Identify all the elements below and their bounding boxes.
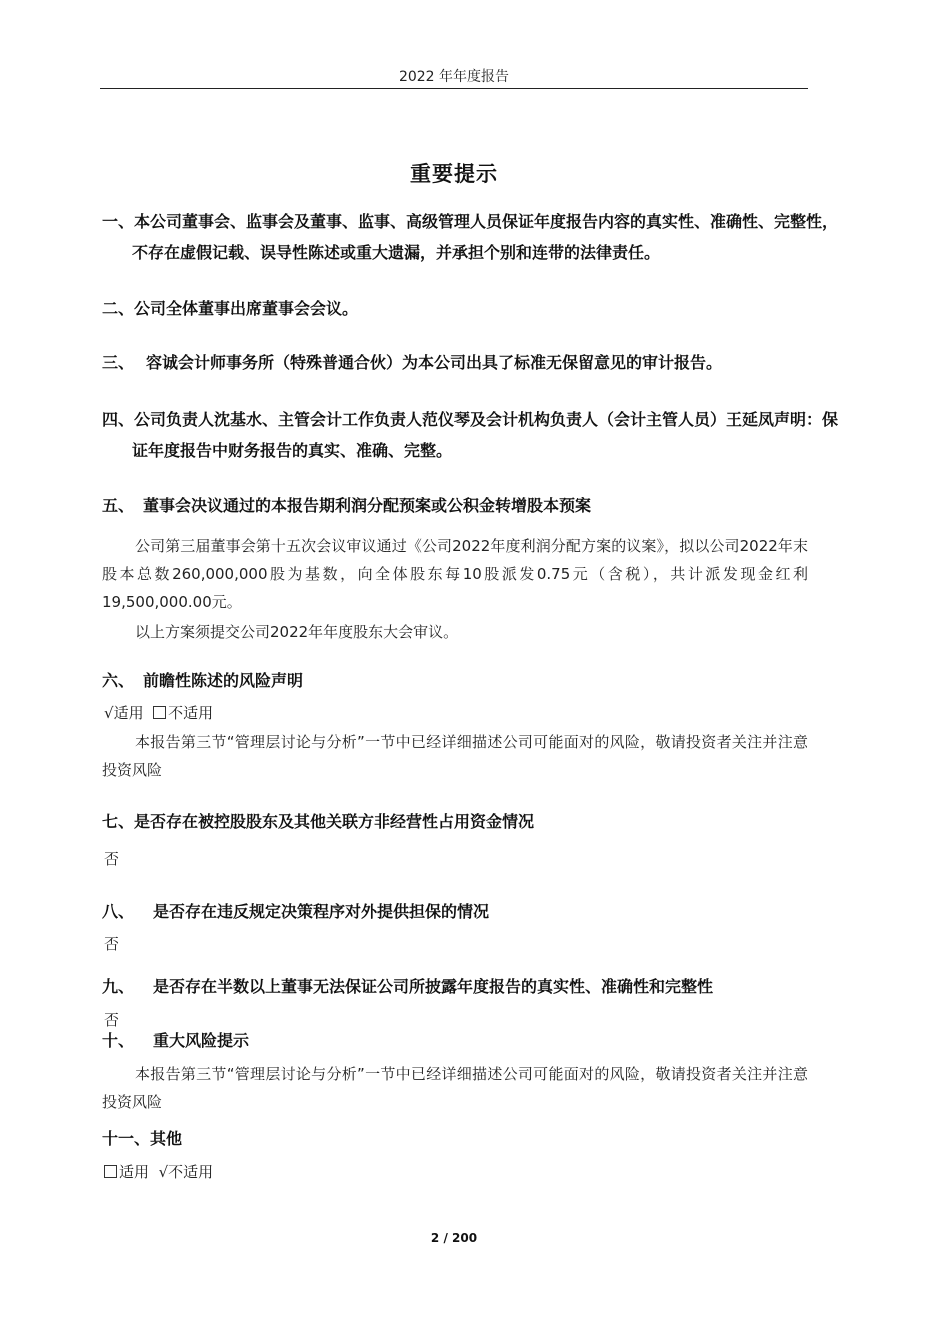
section-6-number: 六、 — [102, 671, 135, 690]
section-10-paragraph: 本报告第三节“管理层讨论与分析”一节中已经详细描述公司可能面对的风险，敬请投资者关注并注意投资风险 — [102, 1065, 808, 1111]
not-applicable-label: 不适用 — [168, 1163, 214, 1181]
section-4-number: 四、 — [102, 410, 135, 429]
section-5-number: 五、 — [102, 496, 135, 515]
section-11-applicability — [104, 1162, 213, 1182]
section-3-number: 三、 — [102, 353, 135, 372]
section-8-answer: 否 — [104, 935, 120, 953]
section-1-number: 一、 — [102, 212, 135, 231]
section-7: 七、是否存在被控股股东及其他关联方非经营性占用资金情况 — [102, 812, 535, 831]
applicable-label: 适用 — [113, 704, 144, 722]
section-11-title: 十一、其他 — [102, 1129, 183, 1148]
section-10-title: 重大风险提示 — [153, 1031, 250, 1050]
section-9-title: 是否存在半数以上董事无法保证公司所披露年度报告的真实性、准确性和完整性 — [153, 977, 714, 996]
section-6-applicability — [104, 703, 213, 723]
section-1-text: 本公司董事会、监事会及董事、监事、高级管理人员保证年度报告内容的真实性、准确性、完整性，不存在虚假记载、误导性陈述或重大遗漏，并承担个别和连带的法律责任。 — [132, 212, 839, 262]
section-10-number: 十、 — [102, 1031, 135, 1050]
check-mark-icon: √ — [104, 704, 114, 722]
section-4-text: 公司负责人沈基水、主管会计工作负责人范仪琴及会计机构负责人（会计主管人员）王延凤声明：保证年度报告中财务报告的真实、准确、完整。 — [132, 410, 839, 460]
applicable-label: 适用 — [119, 1163, 150, 1181]
header-divider — [100, 88, 808, 89]
page-header: 2022 年年度报告 — [398, 69, 510, 85]
section-8-title: 是否存在违反规定决策程序对外提供担保的情况 — [153, 902, 490, 921]
check-mark-icon: √ — [158, 1163, 169, 1181]
page-title: 重要提示 — [410, 162, 498, 186]
section-5-paragraph: 公司第三届董事会第十五次会议审议通过《公司2022年度利润分配方案的议案》，拟以公司2022年末股本总数260,000,000股为基数，向全体股东每10股派发0.75元（含税），共计派发现金红利19,500,000.00元。 — [102, 537, 808, 611]
page-number: 2 / 200 — [430, 1231, 478, 1245]
not-applicable-label: 不适用 — [168, 704, 214, 722]
section-4 — [102, 404, 844, 466]
section-8-number: 八、 — [102, 902, 135, 921]
section-3-text: 容诚会计师事务所（特殊普通合伙）为本公司出具了标准无保留意见的审计报告。 — [146, 353, 723, 372]
section-6-paragraph: 本报告第三节“管理层讨论与分析”一节中已经详细描述公司可能面对的风险，敬请投资者关注并注意投资风险 — [102, 733, 808, 779]
section-1 — [102, 206, 844, 268]
section-5-note: 以上方案须提交公司2022年年度股东大会审议。 — [135, 623, 459, 641]
section-9-number: 九、 — [102, 977, 135, 996]
empty-checkbox-icon — [153, 706, 166, 719]
section-7-answer: 否 — [104, 850, 120, 868]
section-2: 二、公司全体董事出席董事会会议。 — [102, 299, 359, 318]
section-5-title: 董事会决议通过的本报告期利润分配预案或公积金转增股本预案 — [143, 496, 592, 515]
empty-checkbox-icon — [104, 1165, 117, 1178]
section-6-title: 前瞻性陈述的风险声明 — [143, 671, 304, 690]
section-9-answer: 否 — [104, 1011, 120, 1029]
